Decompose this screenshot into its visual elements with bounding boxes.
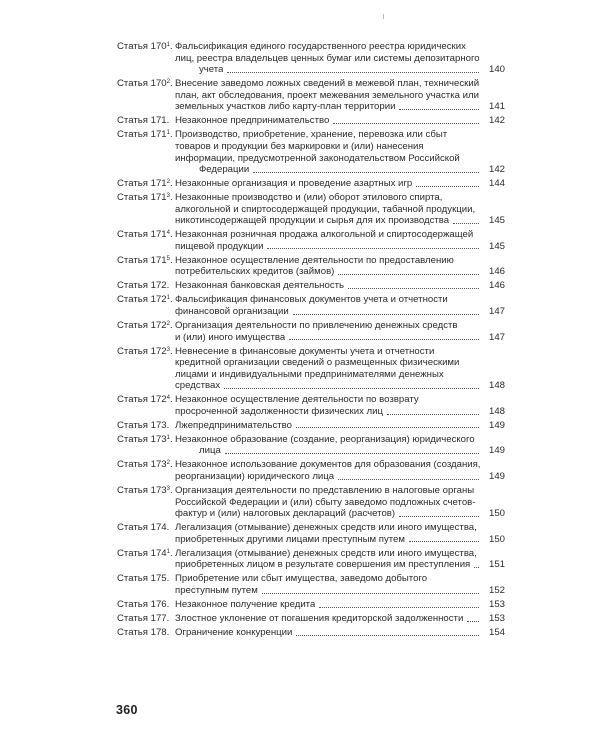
dot-leader bbox=[474, 566, 479, 568]
title-line: Незаконное осуществление деятельности по возврату bbox=[175, 394, 419, 406]
title-line bbox=[175, 420, 505, 432]
article-number: 172 bbox=[150, 345, 167, 357]
title-line bbox=[175, 508, 505, 520]
article-number: 174. bbox=[150, 522, 170, 534]
dot-leader bbox=[227, 71, 479, 73]
title-text: Незаконное получение кредита bbox=[175, 598, 316, 610]
title-text: Лжепредпринимательство bbox=[175, 419, 292, 431]
article-number: 177. bbox=[150, 612, 170, 624]
article-word: Статья bbox=[117, 598, 148, 610]
article-label: Статья $173^1$. bbox=[117, 433, 173, 445]
dot-leader bbox=[289, 338, 479, 340]
toc-entry bbox=[117, 434, 505, 457]
article-label: Статья $170^1$. bbox=[117, 41, 173, 52]
article-label: Статья $172^3$. bbox=[117, 345, 173, 357]
title-line: Организация деятельности по привлечению денежных средств bbox=[175, 319, 458, 331]
dot-leader bbox=[348, 287, 479, 289]
article-label bbox=[117, 627, 175, 639]
dot-leader bbox=[338, 478, 479, 480]
article-word: Статья bbox=[117, 254, 148, 266]
dot-leader bbox=[225, 452, 479, 454]
article-label bbox=[117, 573, 175, 585]
page-ref: 150 bbox=[488, 508, 505, 520]
page-ref: 142 bbox=[488, 115, 505, 127]
title-line: товаров и продукции без маркировки и (или) нанесения bbox=[175, 140, 424, 152]
toc-entry bbox=[117, 599, 505, 611]
article-superscript: 1 bbox=[166, 434, 170, 441]
dot-leader bbox=[387, 413, 479, 415]
article-word: Статья bbox=[117, 294, 148, 306]
entry-title bbox=[175, 485, 505, 520]
article-superscript: 3 bbox=[166, 346, 170, 353]
article-number: 173 bbox=[150, 433, 167, 445]
entry-title bbox=[175, 573, 505, 596]
title-text: Федерации bbox=[199, 164, 250, 176]
title-text: Незаконная банковская деятельность bbox=[175, 280, 345, 292]
dot-leader bbox=[224, 387, 479, 389]
article-label: Статья $173^3$. bbox=[117, 485, 173, 497]
article-label: Статья $171^3$. bbox=[117, 192, 173, 204]
title-line: Невнесение в финансовые документы учета и отчетности bbox=[175, 345, 435, 357]
article-word: Статья bbox=[117, 626, 148, 638]
dot-leader bbox=[453, 222, 479, 224]
article-number: 173 bbox=[150, 459, 167, 471]
title-line bbox=[175, 406, 505, 418]
toc-entry bbox=[117, 255, 505, 278]
entry-title bbox=[175, 548, 505, 571]
article-label bbox=[117, 522, 175, 534]
page-ref: 145 bbox=[488, 240, 505, 252]
title-line bbox=[175, 164, 505, 176]
page-ref: 147 bbox=[488, 331, 505, 343]
toc-entry bbox=[117, 129, 505, 175]
title-line: Производство, приобретение, хранение, перевозка или сбыт bbox=[175, 129, 448, 141]
article-label: Статья $172^2$. bbox=[117, 319, 173, 331]
entry-title bbox=[175, 255, 505, 278]
article-word: Статья bbox=[117, 345, 148, 357]
article-label: Статья $171^5$. bbox=[117, 254, 173, 266]
article-superscript: 3 bbox=[166, 193, 170, 200]
article-word: Статья bbox=[117, 129, 148, 141]
page-ref: 151 bbox=[488, 559, 505, 571]
article-number: 171 bbox=[150, 254, 167, 266]
page-ref: 148 bbox=[488, 380, 505, 392]
dot-leader bbox=[399, 108, 479, 110]
article-word: Статья bbox=[117, 573, 148, 585]
article-number: 178. bbox=[150, 626, 170, 638]
article-number: 176. bbox=[150, 598, 170, 610]
dot-leader bbox=[296, 634, 479, 636]
title-text: приобретенных другими лицами преступным путем bbox=[175, 533, 405, 545]
title-line bbox=[175, 280, 505, 292]
page-ref: 149 bbox=[488, 419, 505, 431]
entry-title bbox=[175, 115, 505, 127]
toc-entry bbox=[117, 485, 505, 520]
toc-entry bbox=[117, 394, 505, 417]
article-label bbox=[117, 115, 175, 127]
page-ref: 154 bbox=[488, 626, 505, 638]
title-line bbox=[175, 306, 505, 318]
article-word: Статья bbox=[117, 394, 148, 406]
entry-title bbox=[175, 459, 505, 482]
page-ref: 150 bbox=[488, 533, 505, 545]
page-ref: 142 bbox=[488, 164, 505, 176]
toc-entry bbox=[117, 459, 505, 482]
page-ref: 153 bbox=[488, 598, 505, 610]
article-superscript: 3 bbox=[166, 486, 170, 493]
entry-title bbox=[175, 627, 505, 639]
title-text: лица bbox=[199, 445, 221, 457]
title-line bbox=[175, 101, 505, 113]
page-ref: 147 bbox=[488, 305, 505, 317]
article-superscript: 1 bbox=[166, 295, 170, 302]
dot-leader bbox=[319, 606, 479, 608]
dot-leader bbox=[296, 426, 479, 428]
toc-entry bbox=[117, 229, 505, 252]
toc-entry bbox=[117, 627, 505, 639]
page-ref: 140 bbox=[488, 64, 505, 76]
toc-entry bbox=[117, 346, 505, 392]
title-text: никотинсодержащей продукции и сырья для их производства bbox=[175, 215, 450, 227]
page-ref: 145 bbox=[488, 215, 505, 227]
entry-title bbox=[175, 192, 505, 227]
title-text: реорганизации) юридического лица bbox=[175, 471, 335, 483]
article-number: 173. bbox=[150, 419, 170, 431]
title-text: земельных участков либо карту-план территории bbox=[175, 101, 396, 113]
title-text: Незаконные организация и проведение азартных игр bbox=[175, 178, 413, 190]
entry-title bbox=[175, 613, 505, 625]
entry-title bbox=[175, 522, 505, 545]
article-number: 171 bbox=[150, 129, 167, 141]
article-superscript: 1 bbox=[166, 548, 170, 555]
article-word: Статья bbox=[117, 229, 148, 241]
article-label: Статья $171^1$. bbox=[117, 129, 173, 141]
dot-leader bbox=[253, 171, 479, 173]
title-text: Незаконное предпринимательство bbox=[175, 115, 330, 127]
article-label bbox=[117, 599, 175, 611]
title-line bbox=[175, 627, 505, 639]
toc-entry bbox=[117, 41, 505, 76]
title-text: просроченной задолженности физических лиц bbox=[175, 405, 383, 417]
article-label: Статья $172^4$. bbox=[117, 394, 173, 406]
title-text: финансовой организации bbox=[175, 305, 289, 317]
article-word: Статья bbox=[117, 433, 148, 445]
dot-leader bbox=[416, 185, 479, 187]
article-superscript: 5 bbox=[166, 255, 170, 262]
title-line: кредитной организации сведений о размещенных физическими bbox=[175, 357, 460, 369]
article-word: Статья bbox=[117, 419, 148, 431]
article-superscript: 1 bbox=[166, 130, 170, 137]
page-ref: 153 bbox=[488, 612, 505, 624]
article-number: 171 bbox=[150, 229, 167, 241]
title-line: Легализация (отмывание) денежных средств или иного имущества, bbox=[175, 547, 477, 559]
title-text: пищевой продукции bbox=[175, 240, 264, 252]
title-line bbox=[175, 241, 505, 253]
title-line: Незаконные производство и (или) оборот этилового спирта, bbox=[175, 192, 443, 204]
title-line: Незаконная розничная продажа алкогольной и спиртосодержащей bbox=[175, 229, 474, 241]
top-mark bbox=[383, 14, 384, 19]
dot-leader bbox=[262, 592, 479, 594]
toc-entry bbox=[117, 78, 505, 113]
article-number: 172 bbox=[150, 319, 167, 331]
title-line: информации, предусмотренной законодательством Российской bbox=[175, 152, 460, 164]
article-label: Статья $170^2$. bbox=[117, 78, 173, 90]
page-ref: 149 bbox=[488, 445, 505, 457]
article-label: Статья $174^1$. bbox=[117, 547, 173, 559]
article-number: 175. bbox=[150, 573, 170, 585]
article-label bbox=[117, 280, 175, 292]
title-line bbox=[175, 559, 505, 571]
title-text: и (или) иного имущества bbox=[175, 331, 286, 343]
title-text: потребительских кредитов (займов) bbox=[175, 266, 335, 278]
article-word: Статья bbox=[117, 522, 148, 534]
article-label: Статья $172^1$. bbox=[117, 294, 173, 306]
title-line: Организация деятельности по представлению в налоговые органы bbox=[175, 485, 475, 497]
title-line: Незаконное осуществление деятельности по предоставлению bbox=[175, 254, 454, 266]
article-label bbox=[117, 420, 175, 432]
article-superscript: 2 bbox=[166, 320, 170, 327]
title-text: фактур и (или) налоговых деклараций (расчетов) bbox=[175, 508, 396, 520]
entry-title bbox=[175, 599, 505, 611]
title-line bbox=[175, 215, 505, 227]
entry-title bbox=[175, 78, 505, 113]
title-text: учета bbox=[199, 64, 224, 76]
entry-title bbox=[175, 434, 505, 457]
title-line bbox=[175, 380, 505, 392]
entry-title bbox=[175, 420, 505, 432]
entry-title bbox=[175, 320, 505, 343]
article-number: 173 bbox=[150, 485, 167, 497]
title-line: план, акт обследования, проект межевания земельного участка или bbox=[175, 89, 479, 101]
title-line: Фальсификация финансовых документов учета и отчетности bbox=[175, 294, 448, 306]
title-line bbox=[175, 115, 505, 127]
article-superscript: 4 bbox=[166, 395, 170, 402]
article-number: 172 bbox=[150, 394, 167, 406]
toc-entry bbox=[117, 522, 505, 545]
dot-leader bbox=[293, 313, 479, 315]
article-label bbox=[117, 613, 175, 625]
page-ref: 146 bbox=[488, 280, 505, 292]
article-superscript: 1 bbox=[166, 42, 170, 48]
title-line bbox=[175, 585, 505, 597]
toc-entry bbox=[117, 320, 505, 343]
title-line: лицами и индивидуальными предпринимателями денежных bbox=[175, 368, 444, 380]
article-superscript: 2 bbox=[166, 460, 170, 467]
title-line bbox=[175, 64, 505, 76]
title-line: алкогольной и спиртосодержащей продукции, табачной продукции, bbox=[175, 203, 476, 215]
entry-title bbox=[175, 294, 505, 317]
article-label: Статья $173^2$. bbox=[117, 459, 173, 471]
entry-title bbox=[175, 280, 505, 292]
title-line: Незаконное образование (создание, реорганизация) юридического bbox=[175, 433, 475, 445]
title-text: средствах bbox=[175, 380, 221, 392]
title-line bbox=[175, 471, 505, 483]
article-word: Статья bbox=[117, 41, 148, 52]
toc-entry bbox=[117, 573, 505, 596]
article-word: Статья bbox=[117, 78, 148, 90]
toc-entry bbox=[117, 192, 505, 227]
entry-title bbox=[175, 41, 505, 76]
article-word: Статья bbox=[117, 192, 148, 204]
article-number: 171 bbox=[150, 192, 167, 204]
title-line: Легализация (отмывание) денежных средств или иного имущества, bbox=[175, 522, 477, 534]
title-text: Ограничение конкуренции bbox=[175, 626, 293, 638]
page-number: 360 bbox=[116, 703, 138, 717]
article-number: 170 bbox=[150, 78, 167, 90]
page-ref: 146 bbox=[488, 266, 505, 278]
dot-leader bbox=[467, 620, 479, 622]
title-line: Приобретение или сбыт имущества, заведомо добытого bbox=[175, 573, 428, 585]
toc-entry bbox=[117, 420, 505, 432]
page-ref: 141 bbox=[488, 101, 505, 113]
toc-entry bbox=[117, 548, 505, 571]
toc-entry bbox=[117, 178, 505, 190]
title-line bbox=[175, 332, 505, 344]
title-line bbox=[175, 534, 505, 546]
toc-entry bbox=[117, 613, 505, 625]
article-number: 170 bbox=[150, 41, 167, 52]
page-ref: 152 bbox=[488, 584, 505, 596]
dot-leader bbox=[338, 273, 479, 275]
entry-title bbox=[175, 394, 505, 417]
entry-title bbox=[175, 229, 505, 252]
title-text: Злостное уклонение от погашения кредиторской задолженности bbox=[175, 612, 464, 624]
article-label: Статья $171^4$. bbox=[117, 229, 173, 241]
dot-leader bbox=[267, 247, 479, 249]
page-ref: 144 bbox=[488, 178, 505, 190]
article-number: 174 bbox=[150, 547, 167, 559]
title-line: Российской Федерации и (или) сбыту заведомо подложных счетов- bbox=[175, 496, 476, 508]
title-line: Фальсификация единого государственного реестра юридических bbox=[175, 41, 466, 52]
toc-entry bbox=[117, 115, 505, 127]
table-of-contents bbox=[117, 41, 505, 641]
article-word: Статья bbox=[117, 612, 148, 624]
article-number: 172. bbox=[150, 280, 170, 292]
title-line: лиц, реестра владельцев ценных бумаг или системы депозитарного bbox=[175, 52, 480, 64]
article-number: 171 bbox=[150, 178, 167, 190]
article-label: Статья $171^2$. bbox=[117, 178, 173, 190]
article-word: Статья bbox=[117, 485, 148, 497]
article-superscript: 2 bbox=[166, 179, 170, 186]
dot-leader bbox=[333, 122, 479, 124]
article-word: Статья bbox=[117, 178, 148, 190]
title-line bbox=[175, 599, 505, 611]
toc-entry bbox=[117, 294, 505, 317]
title-line bbox=[175, 178, 505, 190]
entry-title bbox=[175, 346, 505, 392]
article-number: 172 bbox=[150, 294, 167, 306]
entry-title bbox=[175, 178, 505, 190]
dot-leader bbox=[399, 515, 479, 517]
article-word: Статья bbox=[117, 459, 148, 471]
article-word: Статья bbox=[117, 115, 148, 127]
page-ref: 149 bbox=[488, 471, 505, 483]
article-superscript: 4 bbox=[166, 230, 170, 237]
entry-title bbox=[175, 129, 505, 175]
title-line bbox=[175, 445, 505, 457]
title-line: Внесение заведомо ложных сведений в межевой план, технический bbox=[175, 78, 480, 90]
title-line: Незаконное использование документов для образования (создания, bbox=[175, 459, 481, 471]
page-ref: 148 bbox=[488, 405, 505, 417]
article-word: Статья bbox=[117, 547, 148, 559]
toc-entry bbox=[117, 280, 505, 292]
dot-leader bbox=[409, 540, 479, 542]
title-line bbox=[175, 266, 505, 278]
article-word: Статья bbox=[117, 280, 148, 292]
title-text: преступным путем bbox=[175, 584, 258, 596]
title-text: приобретенных лицом в результате совершения им преступления bbox=[175, 559, 471, 571]
article-number: 171. bbox=[150, 115, 170, 127]
article-word: Статья bbox=[117, 319, 148, 331]
article-superscript: 2 bbox=[166, 79, 170, 86]
title-line bbox=[175, 613, 505, 625]
